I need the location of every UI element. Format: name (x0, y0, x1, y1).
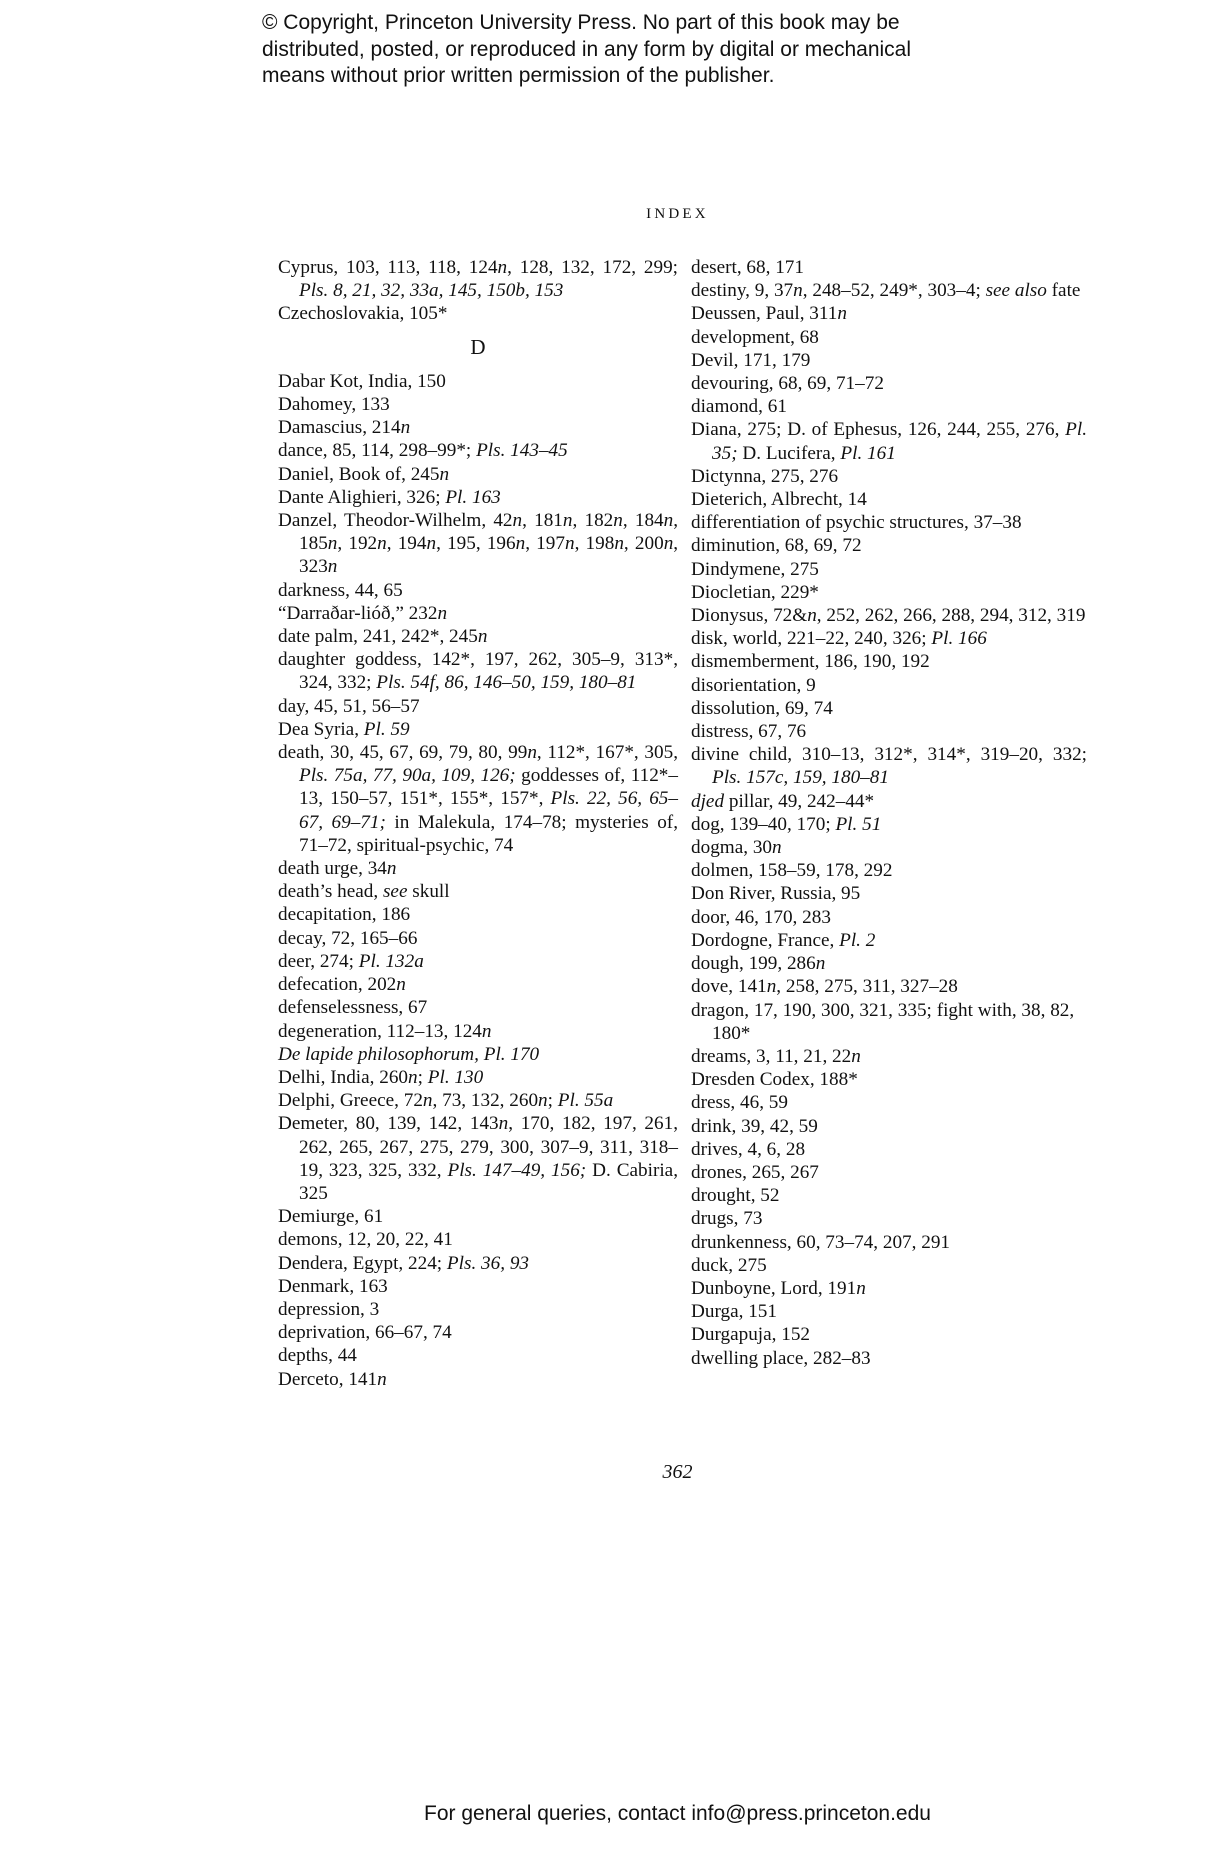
right-entries (691, 256, 1087, 1370)
index-entry: Dunboyne, Lord, 191n (691, 1277, 866, 1299)
index-entry: demons, 12, 20, 22, 41 (278, 1229, 453, 1251)
index-entry: djed pillar, 49, 242–44* (691, 790, 875, 812)
copyright-line: means without prior written permission of the publisher. (262, 64, 775, 87)
left-entries-after-section (278, 370, 678, 1391)
left-entries-before-section (278, 256, 678, 326)
index-entry: decay, 72, 165–66 (278, 927, 418, 949)
index-entry: Czechoslovakia, 105* (278, 303, 448, 325)
index-entry: development, 68 (691, 326, 819, 348)
index-entry: drunkenness, 60, 73–74, 207, 291 (691, 1231, 951, 1253)
index-entry: deer, 274; Pl. 132a (278, 950, 424, 972)
index-entry: death’s head, see skull (278, 881, 450, 903)
index-entry: divine child, 310–13, 312*, 314*, 319–20, 332; Pls. 157c, 159, 180–81 (691, 744, 1087, 789)
index-entry: death, 30, 45, 67, 69, 79, 80, 99n, 112*, 167*, 305, Pls. 75a, 77, 90a, 109, 126; goddesses of, 112*–13, 150–57, 151*, 155*, 157*, Pls. 22, 56, 65–67, 69–71; in Malekula, 174–78; mysteries of, 71–72, spiritual-psychic, 74 (278, 742, 678, 856)
index-entry: disk, world, 221–22, 240, 326; Pl. 166 (691, 628, 987, 650)
index-entry: dance, 85, 114, 298–99*; Pls. 143–45 (278, 440, 568, 462)
index-title: INDEX (646, 206, 709, 222)
index-entry: Don River, Russia, 95 (691, 883, 861, 905)
index-entry: dough, 199, 286n (691, 953, 826, 975)
index-entry: defecation, 202n (278, 974, 406, 996)
index-entry: Dictynna, 275, 276 (691, 465, 839, 487)
index-entry: dress, 46, 59 (691, 1092, 788, 1114)
index-entry: Delhi, India, 260n; Pl. 130 (278, 1066, 484, 1088)
index-entry: depths, 44 (278, 1345, 357, 1367)
index-entry: Durgapuja, 152 (691, 1324, 811, 1346)
index-entry: Diana, 275; D. of Ephesus, 126, 244, 255, 276, Pl. 35; D. Lucifera, Pl. 161 (691, 419, 1087, 464)
index-entry: De lapide philosophorum, Pl. 170 (278, 1043, 540, 1065)
index-entry: Denmark, 163 (278, 1275, 388, 1297)
index-entry: day, 45, 51, 56–57 (278, 695, 420, 717)
index-entry: Devil, 171, 179 (691, 349, 811, 371)
index-entry: Diocletian, 229* (691, 581, 819, 603)
index-entry: distress, 67, 76 (691, 721, 807, 743)
index-entry: Delphi, Greece, 72n, 73, 132, 260n; Pl. 55a (278, 1090, 614, 1112)
index-left-column (278, 256, 678, 1391)
index-entry: Danzel, Theodor-Wilhelm, 42n, 181n, 182n, 184n, 185n, 192n, 194n, 195, 196n, 197n, 198n, 200n, 323n (278, 510, 679, 578)
index-entry: darkness, 44, 65 (278, 579, 403, 601)
index-entry: Dabar Kot, India, 150 (278, 370, 446, 392)
index-entry: Dieterich, Albrecht, 14 (691, 489, 867, 511)
index-entry: Dendera, Egypt, 224; Pls. 36, 93 (278, 1252, 530, 1274)
index-entry: Deussen, Paul, 311n (691, 303, 847, 325)
index-entry: Dante Alighieri, 326; Pl. 163 (278, 486, 501, 508)
footer-contact: For general queries, contact info@press.princeton.edu (424, 1802, 931, 1825)
index-entry: depression, 3 (278, 1298, 380, 1320)
index-entry: Durga, 151 (691, 1301, 777, 1323)
index-entry: Dea Syria, Pl. 59 (278, 718, 410, 740)
index-entry: Dindymene, 275 (691, 558, 819, 580)
index-entry: dog, 139–40, 170; Pl. 51 (691, 813, 882, 835)
index-entry: drives, 4, 6, 28 (691, 1138, 806, 1160)
index-entry: Cyprus, 103, 113, 118, 124n, 128, 132, 172, 299; Pls. 8, 21, 32, 33a, 145, 150b, 153 (278, 257, 678, 302)
page-number: 362 (662, 1461, 693, 1483)
index-entry: door, 46, 170, 283 (691, 906, 831, 928)
index-right-column (691, 256, 1087, 1370)
index-entry: “Darraðar-lióð,” 232n (278, 602, 448, 624)
index-entry: degeneration, 112–13, 124n (278, 1020, 492, 1042)
index-entry: disorientation, 9 (691, 674, 816, 696)
index-entry: Derceto, 141n (278, 1368, 387, 1390)
copyright-line: distributed, posted, or reproduced in any form by digital or mechanical (262, 37, 912, 61)
index-entry: defenselessness, 67 (278, 997, 428, 1019)
index-entry: destiny, 9, 37n, 248–52, 249*, 303–4; see also fate (691, 280, 1081, 302)
index-entry: decapitation, 186 (278, 904, 411, 926)
index-entry: Demiurge, 61 (278, 1206, 384, 1228)
index-entry: dove, 141n, 258, 275, 311, 327–28 (691, 976, 958, 998)
index-entry: dolmen, 158–59, 178, 292 (691, 860, 893, 882)
index-entry: dismemberment, 186, 190, 192 (691, 651, 930, 673)
index-entry: Dordogne, France, Pl. 2 (691, 929, 876, 951)
index-entry: Dresden Codex, 188* (691, 1069, 858, 1091)
index-entry: drugs, 73 (691, 1208, 763, 1230)
index-entry: Demeter, 80, 139, 142, 143n, 170, 182, 197, 261, 262, 265, 267, 275, 279, 300, 307–9, 311, 318–19, 323, 325, 332, Pls. 147–49, 156; D. Cabiria, 325 (278, 1113, 678, 1204)
index-entry: Dahomey, 133 (278, 394, 390, 416)
index-entry: dreams, 3, 11, 21, 22n (691, 1045, 861, 1067)
index-entry: diamond, 61 (691, 396, 787, 418)
index-entry: Daniel, Book of, 245n (278, 463, 450, 485)
copyright-notice (262, 10, 982, 90)
index-entry: differentiation of psychic structures, 37–38 (691, 512, 1022, 534)
index-entry: diminution, 68, 69, 72 (691, 535, 862, 557)
index-entry: date palm, 241, 242*, 245n (278, 626, 488, 648)
index-entry: death urge, 34n (278, 858, 397, 880)
section-letter-heading: D (470, 334, 486, 359)
index-entry: desert, 68, 171 (691, 257, 804, 278)
index-entry: drink, 39, 42, 59 (691, 1115, 818, 1137)
index-entry: duck, 275 (691, 1254, 767, 1276)
index-entry: drought, 52 (691, 1185, 780, 1207)
index-entry: Dionysus, 72&n, 252, 262, 266, 288, 294, 312, 319 (691, 605, 1086, 627)
index-entry: dogma, 30n (691, 837, 782, 859)
index-entry: drones, 265, 267 (691, 1161, 819, 1183)
index-entry: deprivation, 66–67, 74 (278, 1322, 452, 1344)
index-entry: devouring, 68, 69, 71–72 (691, 373, 884, 395)
index-entry: dragon, 17, 190, 300, 321, 335; fight with, 38, 82, 180* (691, 999, 1075, 1044)
index-entry: dissolution, 69, 74 (691, 697, 833, 719)
index-entry: dwelling place, 282–83 (691, 1347, 871, 1369)
index-entry: daughter goddess, 142*, 197, 262, 305–9, 313*, 324, 332; Pls. 54f, 86, 146–50, 159, 180–81 (278, 649, 678, 694)
copyright-line: © Copyright, Princeton University Press. No part of this book may be (262, 11, 900, 34)
index-entry: Damascius, 214n (278, 417, 411, 439)
